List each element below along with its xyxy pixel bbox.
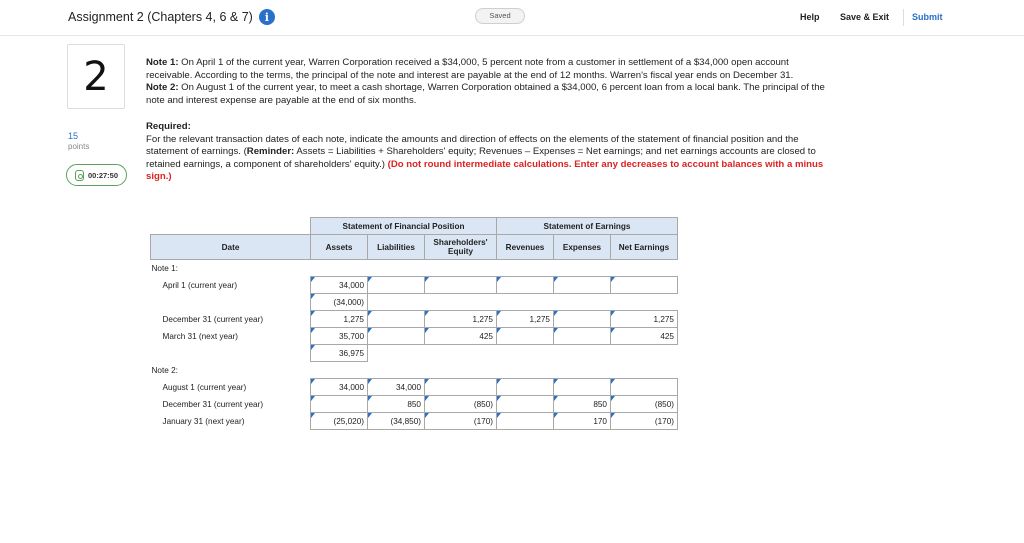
required-heading: Required: [146,121,191,132]
row-date: April 1 (current year) [162,280,238,290]
note2-heading: Note 2: [151,365,178,375]
se-group-header: Statement of Earnings [497,218,678,235]
note1-paragraph [146,57,826,82]
table-row [151,379,678,396]
table-row [151,413,678,430]
net-earnings-input[interactable] [611,379,678,396]
expenses-input[interactable] [554,379,611,396]
equity-input[interactable]: (850) [425,396,497,413]
expenses-input[interactable]: 850 [554,396,611,413]
question-number: 2 [67,44,125,109]
equity-input[interactable]: (170) [425,413,497,430]
effects-table [150,217,678,430]
assets-input[interactable]: 35,700 [311,328,368,345]
table-row [151,328,678,345]
note2-text: On August 1 of the current year, to meet a cash shortage, Warren Corporation obtained a $34,000, 6 percent loan from a local bank. The principal of the note and interest expense are payable at the end of six months. [146,82,825,106]
assets-input[interactable] [311,396,368,413]
row-date: August 1 (current year) [162,382,247,392]
assets-input[interactable]: 1,275 [311,311,368,328]
net-earnings-column-header: Net Earnings [611,235,678,260]
points-label: points [68,142,90,151]
revenues-input[interactable] [497,328,554,345]
submit-link[interactable]: Submit [912,12,943,22]
liabilities-input[interactable]: 34,000 [368,379,425,396]
revenues-input[interactable] [497,396,554,413]
top-bar [0,0,1024,36]
timer[interactable] [66,164,127,186]
assets-input[interactable]: (34,000) [311,294,368,311]
assignment-title [68,9,275,25]
liabilities-input[interactable]: (34,850) [368,413,425,430]
equity-column-header: Shareholders' Equity [425,235,497,260]
question-text [146,57,826,184]
points-value: 15 [68,131,79,141]
equity-input[interactable] [425,277,497,294]
equity-input[interactable] [425,379,497,396]
note1-label: Note 1: [146,57,179,68]
revenues-column-header: Revenues [497,235,554,260]
table-row [151,311,678,328]
expenses-column-header: Expenses [554,235,611,260]
expenses-input[interactable] [554,277,611,294]
liabilities-input[interactable] [368,277,425,294]
save-exit-link[interactable]: Save & Exit [840,12,890,22]
row-date: March 31 (next year) [162,331,239,341]
assets-input[interactable]: 34,000 [311,379,368,396]
liabilities-column-header: Liabilities [368,235,425,260]
timer-icon [75,170,84,181]
assets-column-header: Assets [311,235,368,260]
note2-paragraph [146,82,826,107]
expenses-input[interactable]: 170 [554,413,611,430]
revenues-input[interactable] [497,413,554,430]
revenues-input[interactable] [497,277,554,294]
table-row [151,294,678,311]
help-link[interactable]: Help [800,12,820,22]
liabilities-input[interactable] [368,311,425,328]
timer-value: 00:27:50 [87,170,119,180]
liabilities-input[interactable]: 850 [368,396,425,413]
equity-input[interactable]: 425 [425,328,497,345]
expenses-input[interactable] [554,311,611,328]
assets-input[interactable]: 34,000 [311,277,368,294]
sfp-group-header: Statement of Financial Position [311,218,497,235]
revenues-input[interactable] [497,379,554,396]
net-earnings-input[interactable]: (170) [611,413,678,430]
note1-text: On April 1 of the current year, Warren Corporation received a $34,000, 5 percent note from a customer in settlement of a $34,000 open account receivable. According to the terms, the principal of the note and interest are payable at the end of 12 months. Warren's fiscal year ends on December 31. [146,57,794,81]
net-earnings-input[interactable]: 1,275 [611,311,678,328]
nav-divider [903,9,904,26]
info-icon[interactable]: i [259,9,275,25]
row-date: December 31 (current year) [162,399,264,409]
required-paragraph: For the relevant transaction dates of each note, indicate the amounts and direction of effects on the elements of the statement of financial position and the statement of earnings. (Reminder: Assets = Liabilities + Shareholders' equity; Revenues – Expenses = Net earnings; and net earnings accounts are closed to retained earnings, a component of shareholders' equity.) (Do not round intermediate calculations. Enter any decreases to account balances with a minus sign.) [146,133,824,182]
row-date [151,345,311,362]
expenses-input[interactable] [554,328,611,345]
revenues-input[interactable]: 1,275 [497,311,554,328]
liabilities-input[interactable] [368,328,425,345]
net-earnings-input[interactable] [611,277,678,294]
assets-input[interactable]: (25,020) [311,413,368,430]
row-date: December 31 (current year) [162,314,264,324]
row-date [151,294,311,311]
equity-input[interactable]: 1,275 [425,311,497,328]
assignment-title-text: Assignment 2 (Chapters 4, 6 & 7) [68,10,253,24]
note2-label: Note 2: [146,82,179,93]
row-date: January 31 (next year) [162,416,245,426]
net-earnings-input[interactable]: 425 [611,328,678,345]
assets-input[interactable]: 36,975 [311,345,368,362]
table-row [151,345,678,362]
note1-heading: Note 1: [151,263,178,273]
net-earnings-input[interactable]: (850) [611,396,678,413]
saved-status: Saved [475,8,525,24]
table-row [151,396,678,413]
table-row [151,277,678,294]
date-column-header: Date [151,235,311,260]
